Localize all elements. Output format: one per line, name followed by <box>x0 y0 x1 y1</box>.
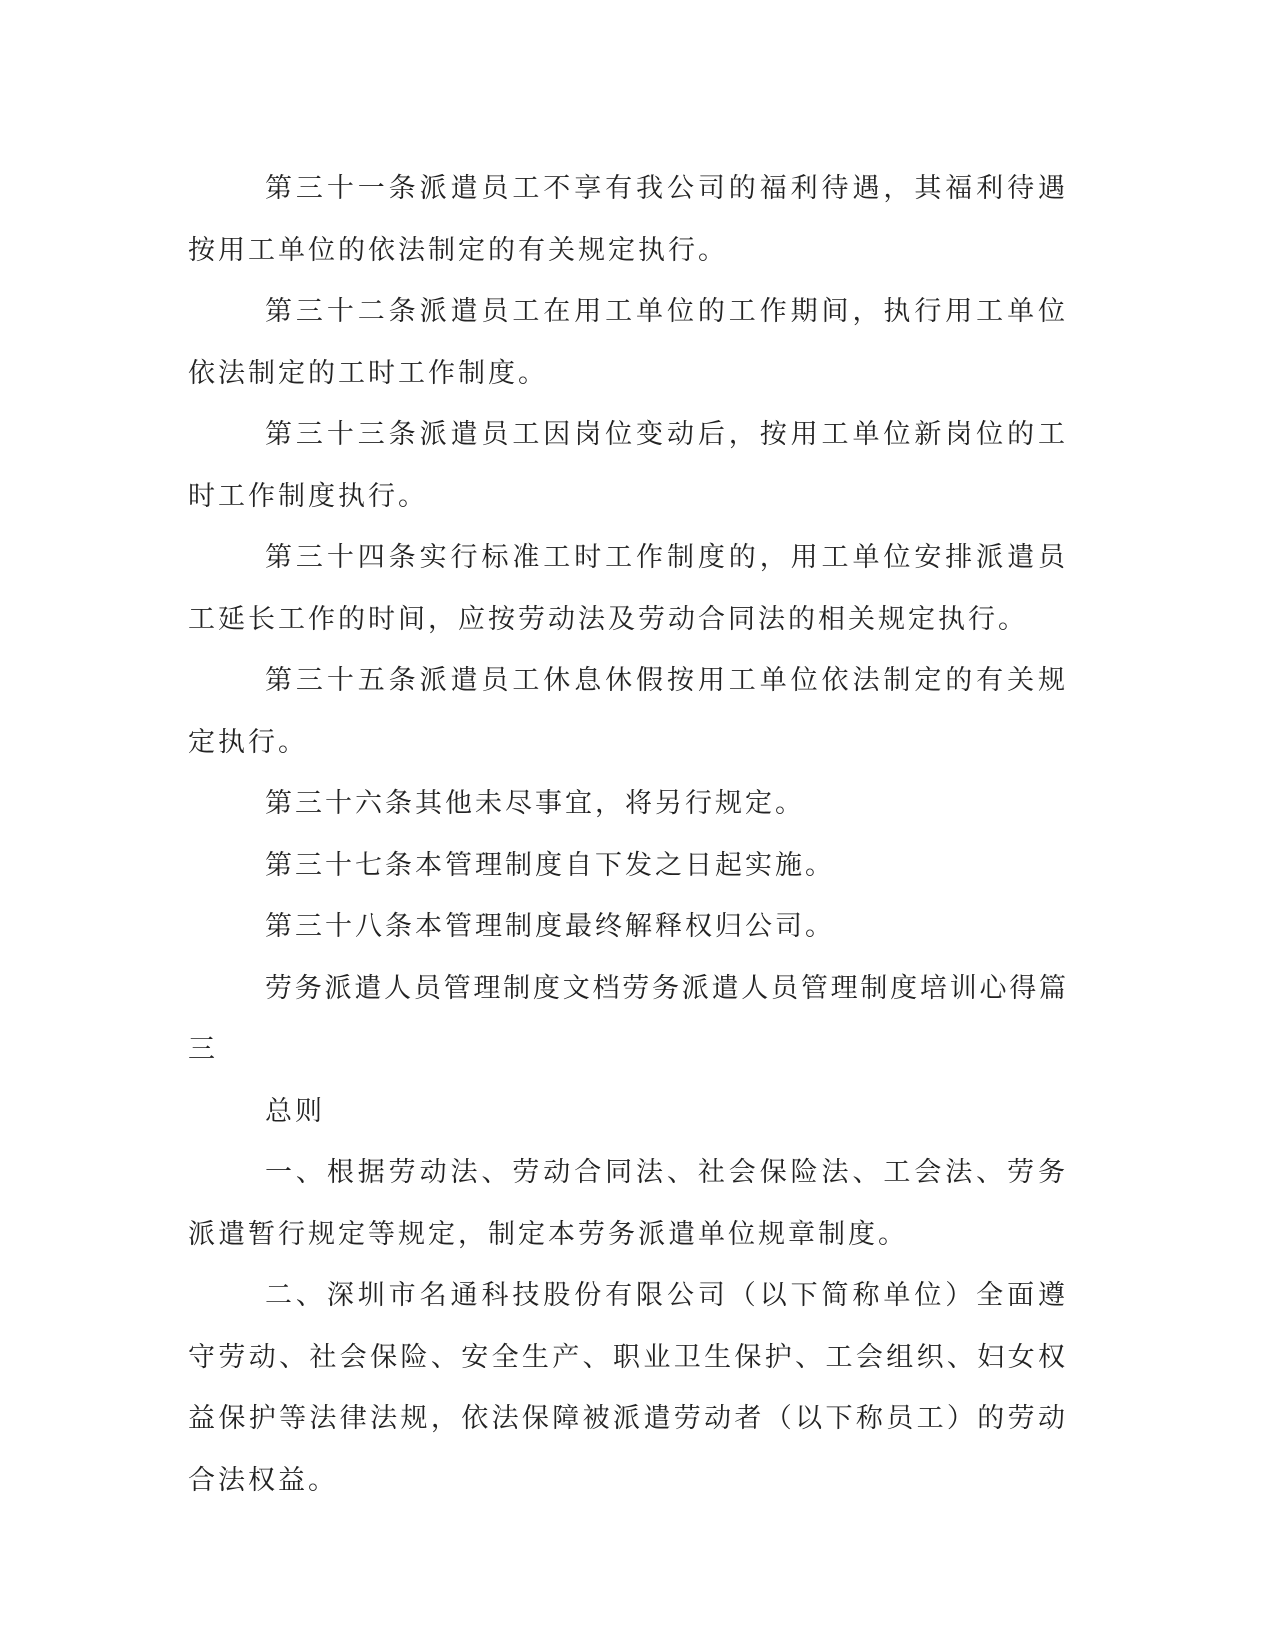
article-33: 第三十三条派遣员工因岗位变动后，按用工单位新岗位的工时工作制度执行。 <box>188 419 1068 512</box>
article-32: 第三十二条派遣员工在用工单位的工作期间，执行用工单位依法制定的工时工作制度。 <box>188 296 1068 389</box>
article-31: 第三十一条派遣员工不享有我公司的福利待遇，其福利待遇按用工单位的依法制定的有关规定执行。 <box>188 173 1068 266</box>
general-provisions-heading: 总则 <box>265 1095 325 1127</box>
article-36: 第三十六条其他未尽事宜，将另行规定。 <box>265 788 805 819</box>
provision-2: 二、深圳市名通科技股份有限公司（以下简称单位）全面遵守劳动、社会保险、安全生产、职业卫生保护、工会组织、妇女权益保护等法律法规，依法保障被派遣劳动者（以下称员工）的劳动合法权益。 <box>188 1280 1068 1496</box>
document-body <box>188 158 1068 1511</box>
section-heading: 劳务派遣人员管理制度文档劳务派遣人员管理制度培训心得篇三 <box>188 972 1068 1065</box>
provision-1: 一、根据劳动法、劳动合同法、社会保险法、工会法、劳务派遣暂行规定等规定，制定本劳务派遣单位规章制度。 <box>188 1157 1068 1250</box>
article-37: 第三十七条本管理制度自下发之日起实施。 <box>265 849 835 881</box>
article-34: 第三十四条实行标准工时工作制度的，用工单位安排派遣员工延长工作的时间，应按劳动法及劳动合同法的相关规定执行。 <box>188 542 1068 635</box>
article-35: 第三十五条派遣员工休息休假按用工单位依法制定的有关规定执行。 <box>188 665 1068 758</box>
article-38: 第三十八条本管理制度最终解释权归公司。 <box>265 911 835 942</box>
